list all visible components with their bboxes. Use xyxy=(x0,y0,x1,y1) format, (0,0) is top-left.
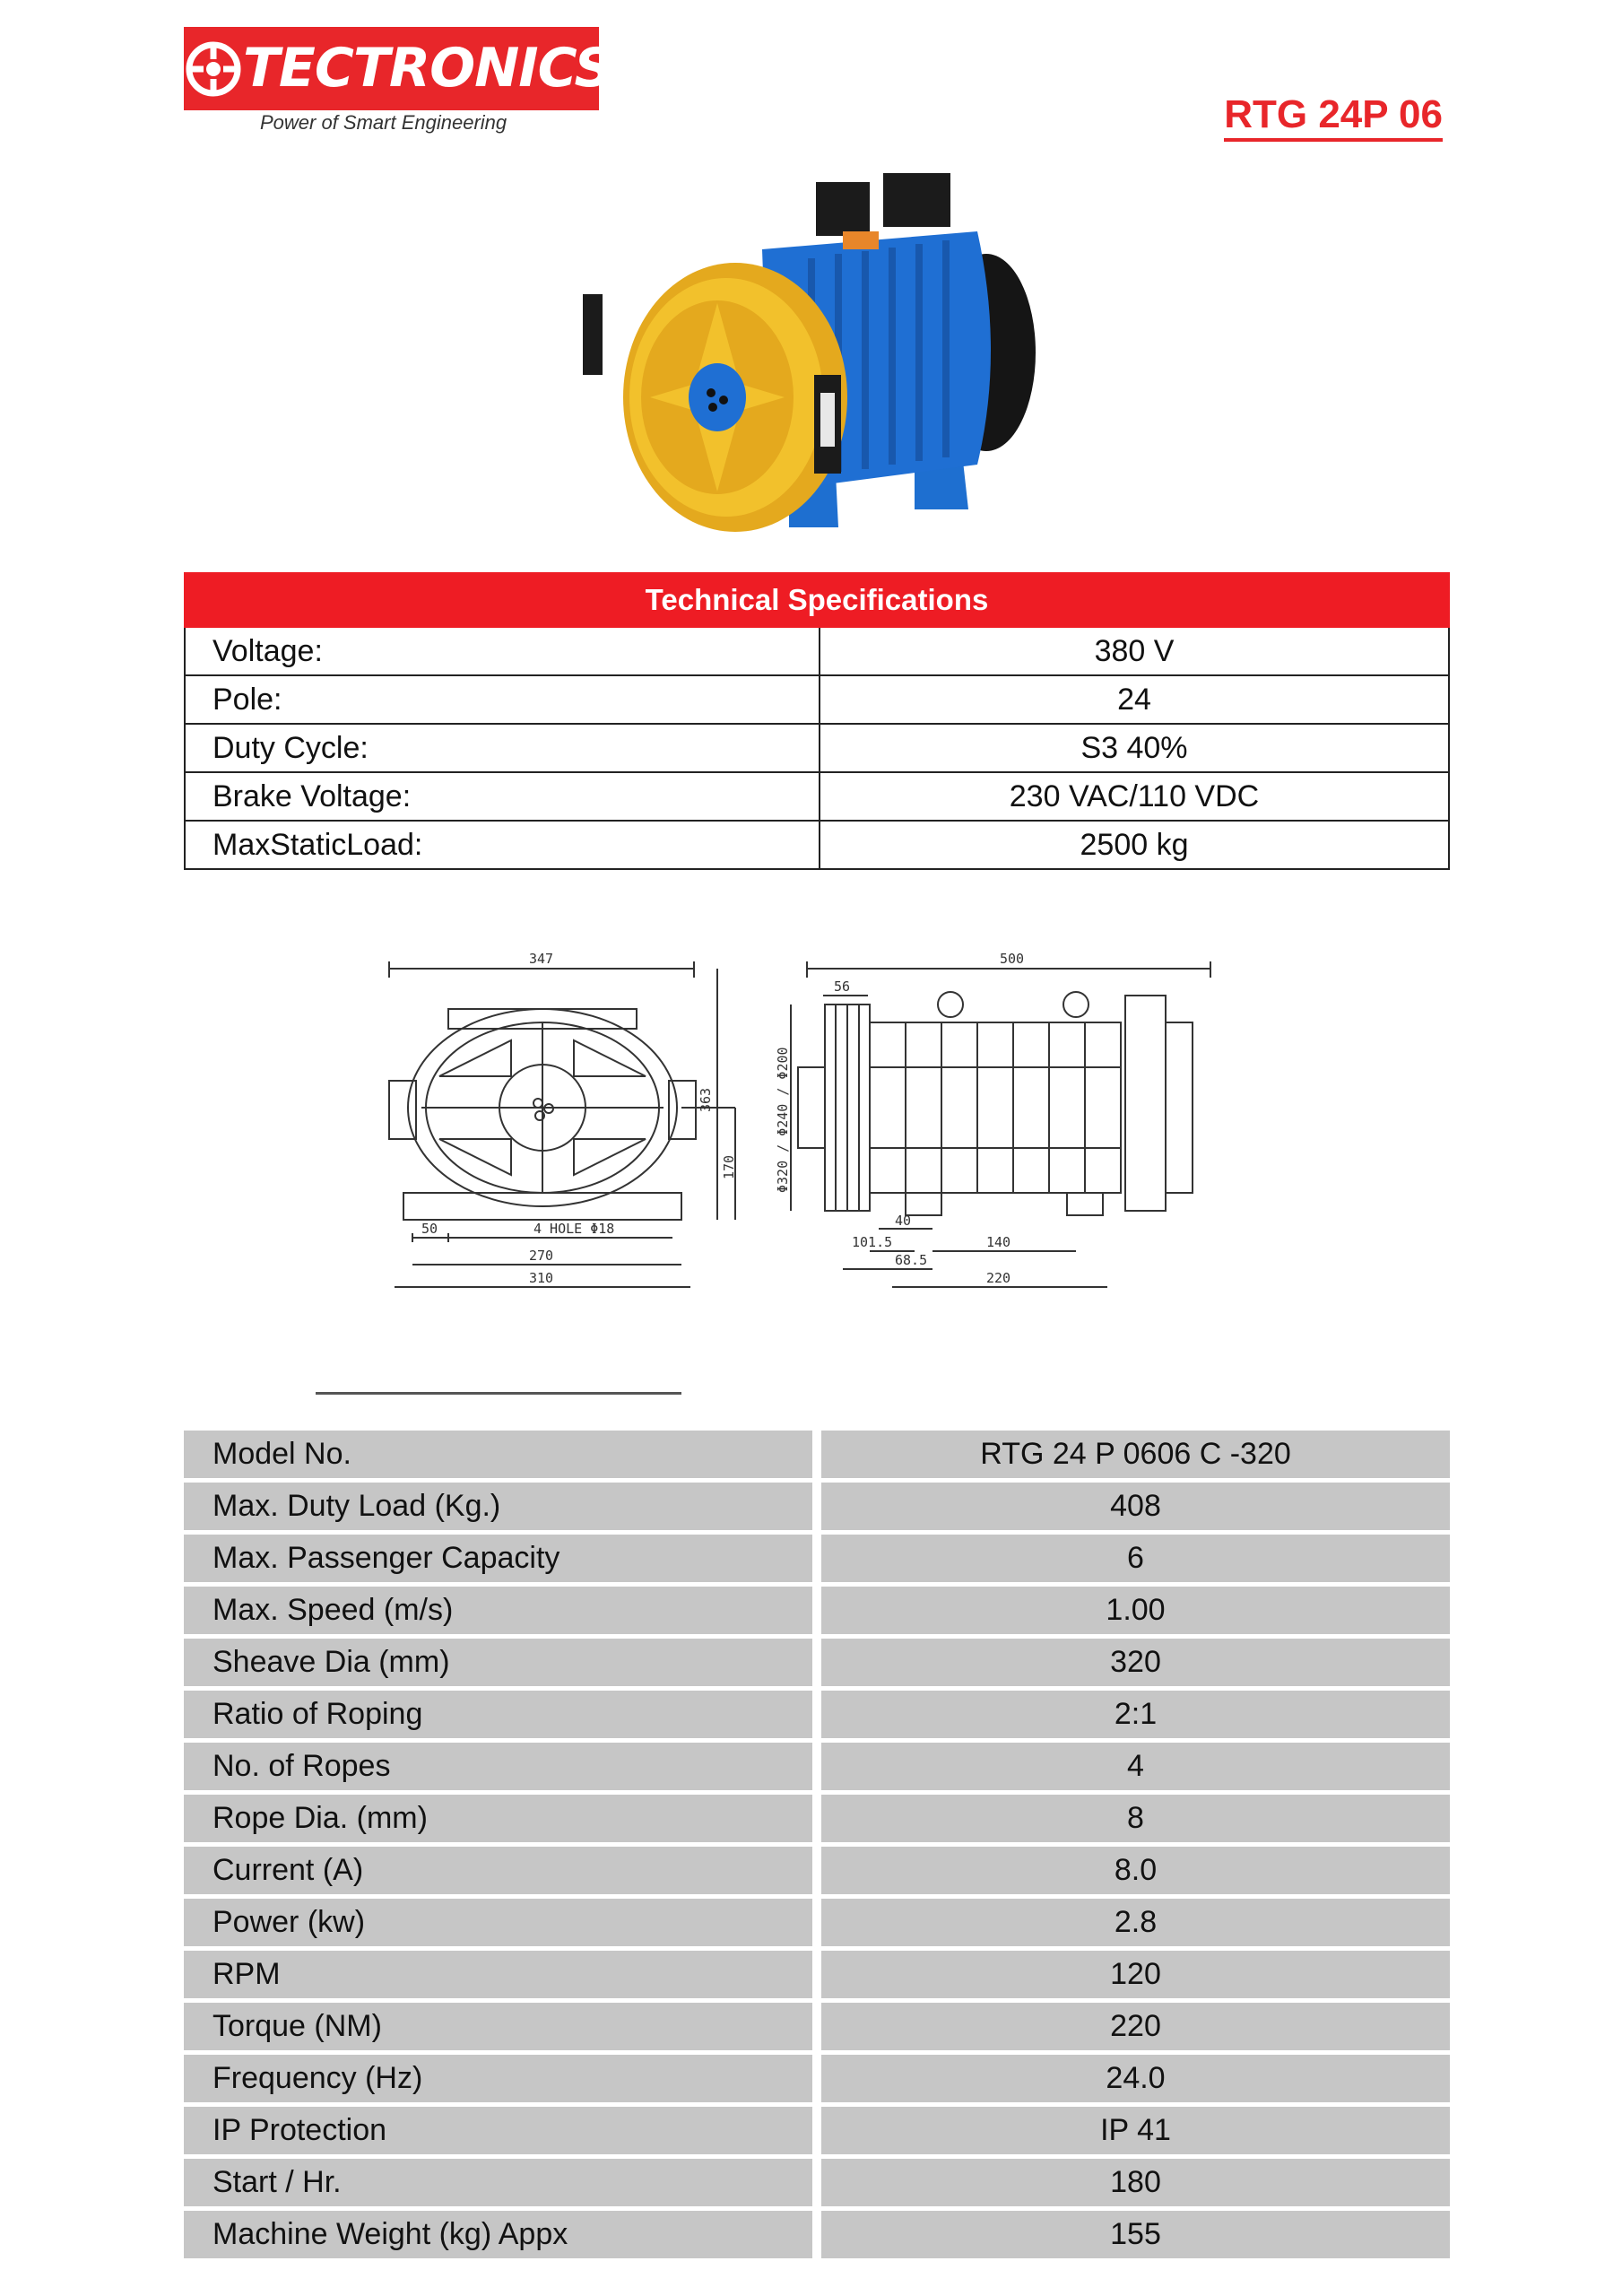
row-label: Max. Duty Load (Kg.) xyxy=(184,1483,812,1530)
front-width-label: 347 xyxy=(529,951,554,967)
table-row xyxy=(184,2107,1450,2154)
front-axis-label: 170 xyxy=(721,1154,737,1179)
row-label: Sheave Dia (mm) xyxy=(184,1639,812,1686)
row-value: IP 41 xyxy=(821,2107,1450,2154)
spec-value: 2500 kg xyxy=(820,821,1449,869)
spec-label: MaxStaticLoad: xyxy=(185,821,820,869)
row-value: 2.8 xyxy=(821,1899,1450,1946)
side-d2-label: 140 xyxy=(986,1234,1011,1250)
row-value: 155 xyxy=(821,2211,1450,2258)
row-value: 120 xyxy=(821,1951,1450,1998)
side-diameters-label: Φ320 / Φ240 / Φ200 xyxy=(775,1047,791,1193)
spec-label: Duty Cycle: xyxy=(185,724,820,772)
row-value: 1.00 xyxy=(821,1587,1450,1634)
side-d5-label: 220 xyxy=(986,1270,1011,1286)
separator-line xyxy=(316,1392,681,1395)
table-row xyxy=(184,1587,1450,1634)
front-base-offset-label: 50 xyxy=(421,1221,438,1237)
table-row xyxy=(184,1951,1450,1998)
table-row xyxy=(184,1691,1450,1738)
brand-logo xyxy=(184,27,612,110)
side-d4-label: 68.5 xyxy=(895,1252,928,1268)
spec-value: S3 40% xyxy=(820,724,1449,772)
front-holes-label: 4 HOLE Φ18 xyxy=(533,1221,615,1237)
side-sheave-width-label: 56 xyxy=(834,978,851,995)
row-value: 180 xyxy=(821,2159,1450,2206)
row-label: No. of Ropes xyxy=(184,1743,812,1790)
table-row xyxy=(184,2055,1450,2102)
table-row xyxy=(184,1483,1450,1530)
model-title: RTG 24P 06 xyxy=(1224,93,1443,142)
row-label: Torque (NM) xyxy=(184,2003,812,2050)
table-row xyxy=(184,1743,1450,1790)
front-view xyxy=(389,961,735,1287)
gear-logo-icon xyxy=(184,27,243,110)
front-height-label: 363 xyxy=(698,1087,714,1112)
spec-row xyxy=(185,627,1449,675)
row-label: Rope Dia. (mm) xyxy=(184,1795,812,1842)
spec-label: Voltage: xyxy=(185,627,820,675)
spec-value: 24 xyxy=(820,675,1449,724)
technical-specifications-table xyxy=(184,572,1450,870)
model-specifications-table xyxy=(184,1431,1450,2263)
row-label: IP Protection xyxy=(184,2107,812,2154)
row-value: 24.0 xyxy=(821,2055,1450,2102)
spec-row xyxy=(185,675,1449,724)
row-label: Power (kw) xyxy=(184,1899,812,1946)
spec-value: 230 VAC/110 VDC xyxy=(820,772,1449,821)
side-d1-label: 40 xyxy=(895,1213,912,1229)
row-label: Current (A) xyxy=(184,1847,812,1894)
side-length-label: 500 xyxy=(1000,951,1025,967)
traction-machine-image xyxy=(583,169,1049,545)
row-label: Ratio of Roping xyxy=(184,1691,812,1738)
table-row xyxy=(184,1535,1450,1582)
row-label: Max. Passenger Capacity xyxy=(184,1535,812,1582)
table-row xyxy=(184,1431,1450,1478)
row-label: Machine Weight (kg) Appx xyxy=(184,2211,812,2258)
row-value: 2:1 xyxy=(821,1691,1450,1738)
spec-label: Pole: xyxy=(185,675,820,724)
spec-table-title: Technical Specifications xyxy=(185,573,1449,627)
row-value: RTG 24 P 0606 C -320 xyxy=(821,1431,1450,1478)
row-value: 4 xyxy=(821,1743,1450,1790)
spec-row xyxy=(185,821,1449,869)
row-value: 408 xyxy=(821,1483,1450,1530)
row-label: RPM xyxy=(184,1951,812,1998)
spec-label: Brake Voltage: xyxy=(185,772,820,821)
spec-row xyxy=(185,724,1449,772)
row-label: Frequency (Hz) xyxy=(184,2055,812,2102)
side-d3-label: 101.5 xyxy=(852,1234,893,1250)
row-value: 8.0 xyxy=(821,1847,1450,1894)
spec-row xyxy=(185,772,1449,821)
row-label: Start / Hr. xyxy=(184,2159,812,2206)
front-base-inner-label: 270 xyxy=(529,1248,554,1264)
row-label: Model No. xyxy=(184,1431,812,1478)
row-value: 320 xyxy=(821,1639,1450,1686)
table-row xyxy=(184,1847,1450,1894)
table-row xyxy=(184,1899,1450,1946)
row-label: Max. Speed (m/s) xyxy=(184,1587,812,1634)
table-row xyxy=(184,1795,1450,1842)
brand-tagline: Power of Smart Engineering xyxy=(260,111,507,134)
row-value: 8 xyxy=(821,1795,1450,1842)
table-row xyxy=(184,2003,1450,2050)
row-value: 220 xyxy=(821,2003,1450,2050)
brand-name: TECTRONICS xyxy=(243,37,612,100)
row-value: 6 xyxy=(821,1535,1450,1582)
spec-value: 380 V xyxy=(820,627,1449,675)
table-row xyxy=(184,2211,1450,2258)
dimension-drawing xyxy=(377,942,1273,1300)
table-row xyxy=(184,2159,1450,2206)
table-row xyxy=(184,1639,1450,1686)
front-base-outer-label: 310 xyxy=(529,1270,554,1286)
